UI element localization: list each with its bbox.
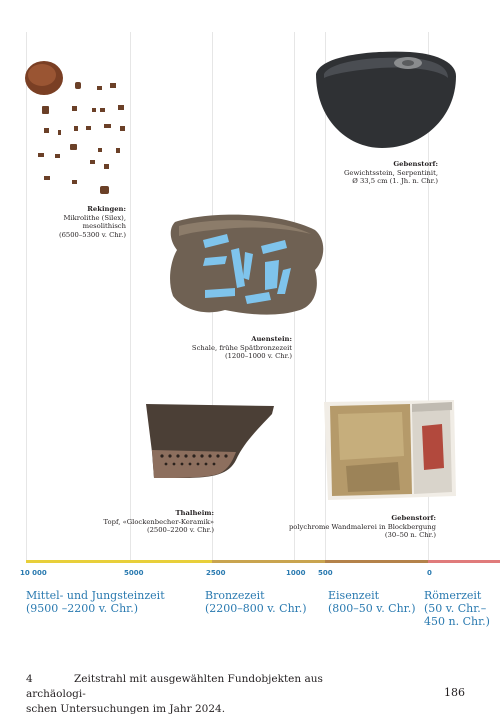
bowl-shard-image [165,210,330,325]
caption-thalheim [90,509,214,535]
caption-place: Gebenstorf: [393,160,438,168]
era-name: Eisenzeit [328,589,380,602]
timeline-stone-age [26,560,212,563]
era-name: Bronzezeit [205,589,265,602]
caption-desc: polychrome Wandmalerei in Blockbergung [288,522,436,531]
era-name: Mittel- und Jungsteinzeit [26,589,165,602]
era-range: (2200–800 v. Chr.) [205,602,307,615]
era-bronze-age [205,589,323,615]
caption-gebenstorf-stone [300,160,438,186]
era-name: Römerzeit [424,589,482,602]
caption-auenstein [178,335,292,361]
era-iron-age [328,589,424,615]
timeline-roman [428,560,500,563]
weight-stone-image [310,48,460,154]
caption-desc: Topf, «Glockenbecher-Keramik» [103,517,214,526]
caption-place: Auenstein: [251,335,292,343]
caption-rekingen [20,205,126,239]
era-roman [424,589,498,628]
figure-number: 4 [26,673,33,685]
caption-place: Rekingen: [87,205,126,213]
era-range: (800–50 v. Chr.) [328,602,416,615]
caption-date: (1200–1000 v. Chr.) [224,352,292,361]
era-range: (9500 –2200 v. Chr.) [26,602,139,615]
tick-label: 2500 [206,569,226,577]
tick-label: 1000 [286,569,306,577]
figure-caption [26,672,386,717]
microliths-image [20,56,140,196]
era-stone-age [26,589,204,615]
caption-date: Ø 33,5 cm (1. Jh. n. Chr.) [352,177,438,186]
caption-desc: Mikrolithe (Silex), mesolithisch [63,213,126,231]
caption-place: Gebenstorf: [391,514,436,522]
era-range: (50 v. Chr.– [424,602,487,615]
caption-place: Thalheim: [175,509,214,517]
tick-label: 0 [427,569,432,577]
caption-gebenstorf-wall [282,514,436,540]
tick-label: 5000 [124,569,144,577]
caption-desc: Gewichtsstein, Serpentinit, [344,168,438,177]
tick-label: 10 000 [20,569,47,577]
page-number: 186 [444,686,465,699]
tick-label: 500 [318,569,333,577]
figure-caption-line1: Zeitstrahl mit ausgewählten Fundobjekten aus archäologi- [26,673,323,700]
wall-painting-image [318,396,460,504]
timeline-iron-age [325,560,428,563]
figure-caption-line2: schen Untersuchungen im Jahr 2024. [26,703,226,715]
timeline-bronze-age [212,560,325,563]
era-range-end: 450 n. Chr.) [424,615,490,628]
caption-date: (30–50 n. Chr.) [384,531,436,540]
caption-date: (6500–5300 v. Chr.) [58,230,126,239]
caption-date: (2500–2200 v. Chr.) [146,526,214,535]
caption-desc: Schale, frühe Spätbronzezeit [191,343,292,352]
bell-beaker-pot-image [144,402,276,480]
